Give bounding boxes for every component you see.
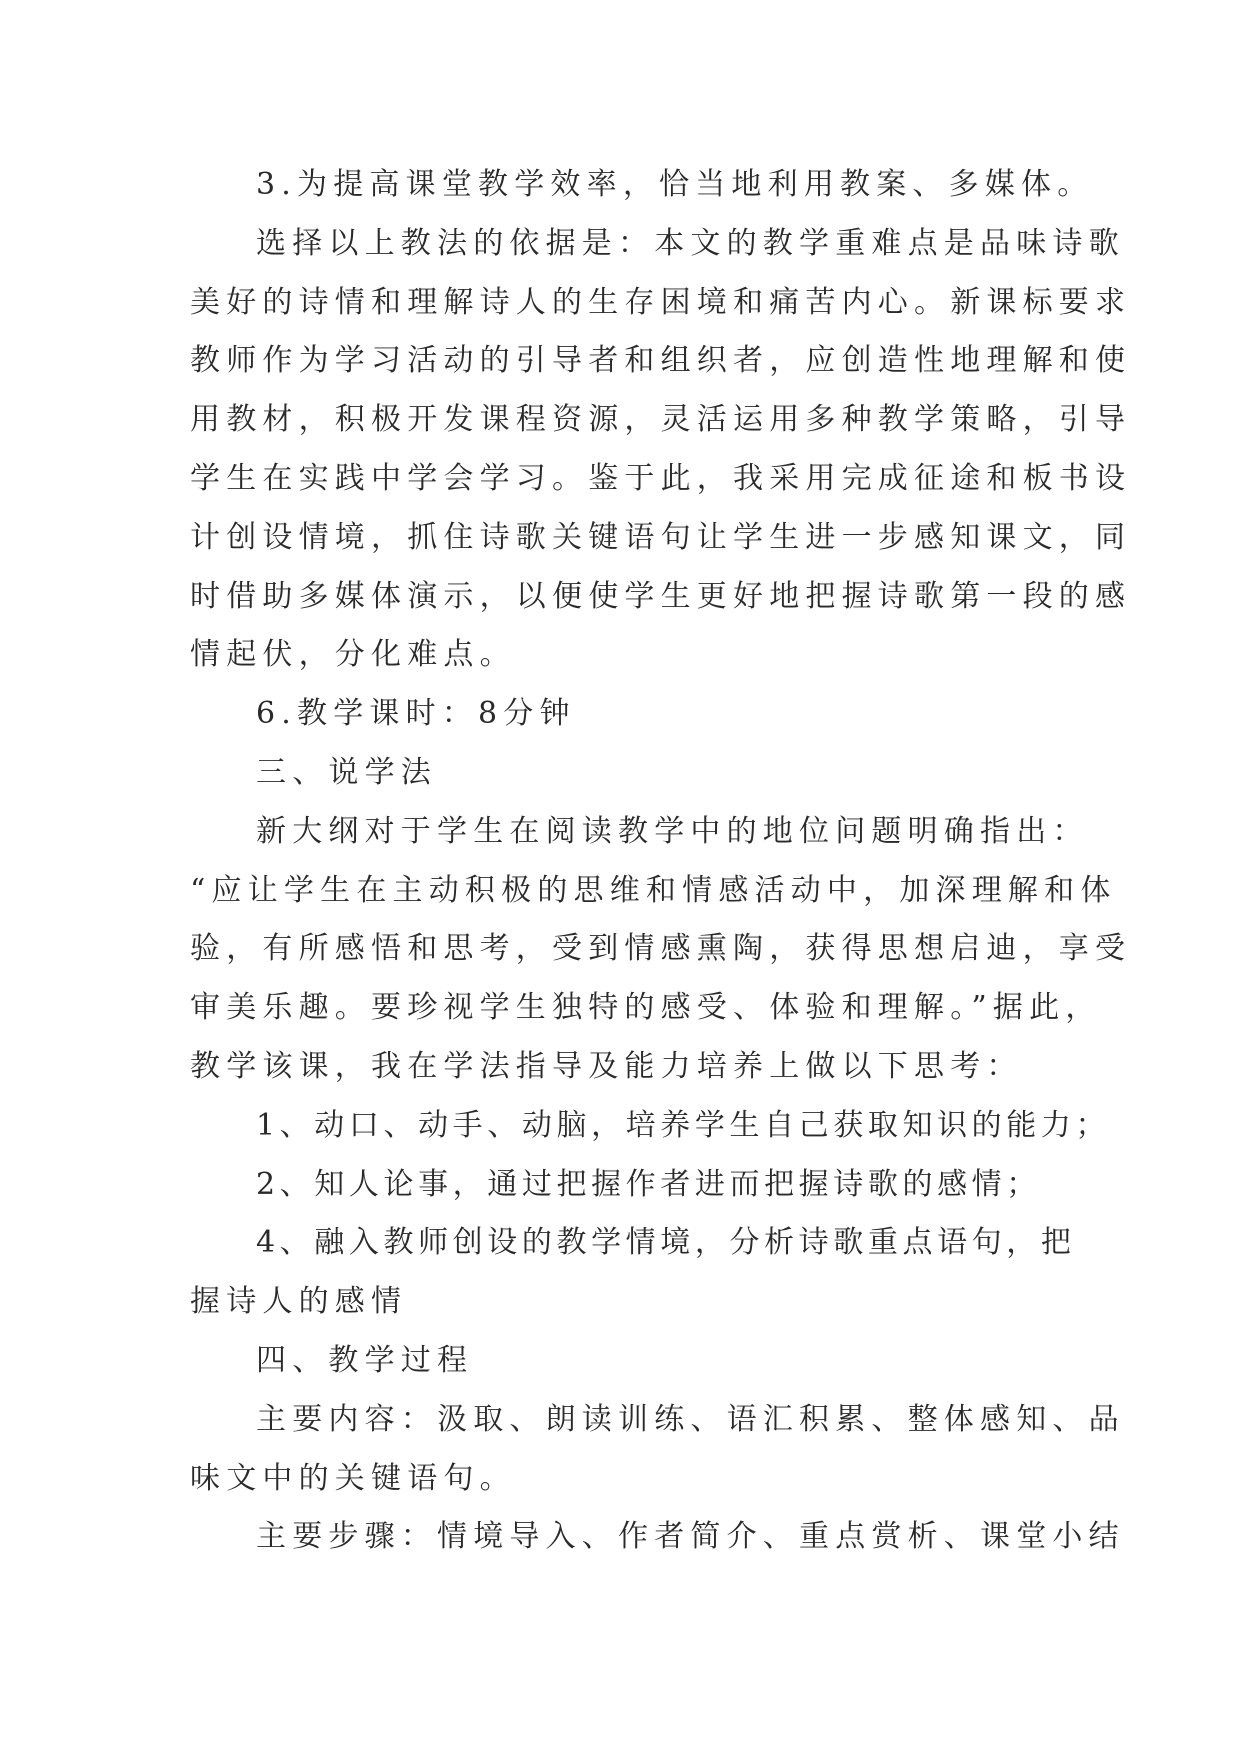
text-line: 3.为提高课堂教学效率，恰当地利用教案、多媒体。	[256, 167, 1094, 202]
text-line: 握诗人的感情	[190, 1284, 408, 1320]
text-line: “应让学生在主动积极的思维和情感活动中，加深理解和体	[190, 872, 1117, 908]
text-line: 教师作为学习活动的引导者和组织者，应创造性地理解和使	[190, 343, 1132, 379]
text-line: 计创设情境，抓住诗歌关键语句让学生进一步感知课文，同	[190, 519, 1132, 555]
text-line: 主要步骤：情境导入、作者简介、重点赏析、课堂小结	[256, 1519, 1125, 1555]
text-line: 新大纲对于学生在阅读教学中的地位问题明确指出：	[256, 813, 1089, 849]
text-line: 选择以上教法的依据是：本文的教学重难点是品味诗歌	[256, 225, 1125, 261]
text-line: 学生在实践中学会学习。鉴于此，我采用完成征途和板书设	[190, 460, 1132, 496]
text-line: 用教材，积极开发课程资源，灵活运用多种教学策略，引导	[190, 402, 1132, 438]
list-item: 2、知人论事，通过把握作者进而把握诗歌的感情；	[256, 1166, 1041, 1202]
text-line: 时借助多媒体演示，以便使学生更好地把握诗歌第一段的感	[190, 578, 1132, 614]
text-line: 味文中的关键语句。	[190, 1460, 516, 1496]
text-line: 教学该课，我在学法指导及能力培养上做以下思考：	[190, 1048, 1023, 1084]
list-item: 4、融入教师创设的教学情境，分析诗歌重点语句，把	[256, 1225, 1076, 1261]
text-line: 审美乐趣。要珍视学生独特的感受、体验和理解。”据此，	[190, 990, 1102, 1026]
text-line: 主要内容：汲取、朗读训练、语汇积累、整体感知、品	[256, 1401, 1125, 1437]
text-line: 情起伏，分化难点。	[190, 637, 516, 673]
document-body	[190, 156, 1132, 1567]
text-line: 美好的诗情和理解诗人的生存困境和痛苦内心。新课标要求	[190, 284, 1132, 320]
section-heading: 三、说学法	[256, 754, 437, 790]
section-heading: 四、教学过程	[256, 1342, 474, 1378]
text-line: 验，有所感悟和思考，受到情感熏陶，获得思想启迪，享受	[190, 931, 1132, 967]
list-item: 1、动口、动手、动脑，培养学生自己获取知识的能力；	[256, 1107, 1111, 1143]
text-line: 6.教学课时：8分钟	[256, 696, 576, 732]
